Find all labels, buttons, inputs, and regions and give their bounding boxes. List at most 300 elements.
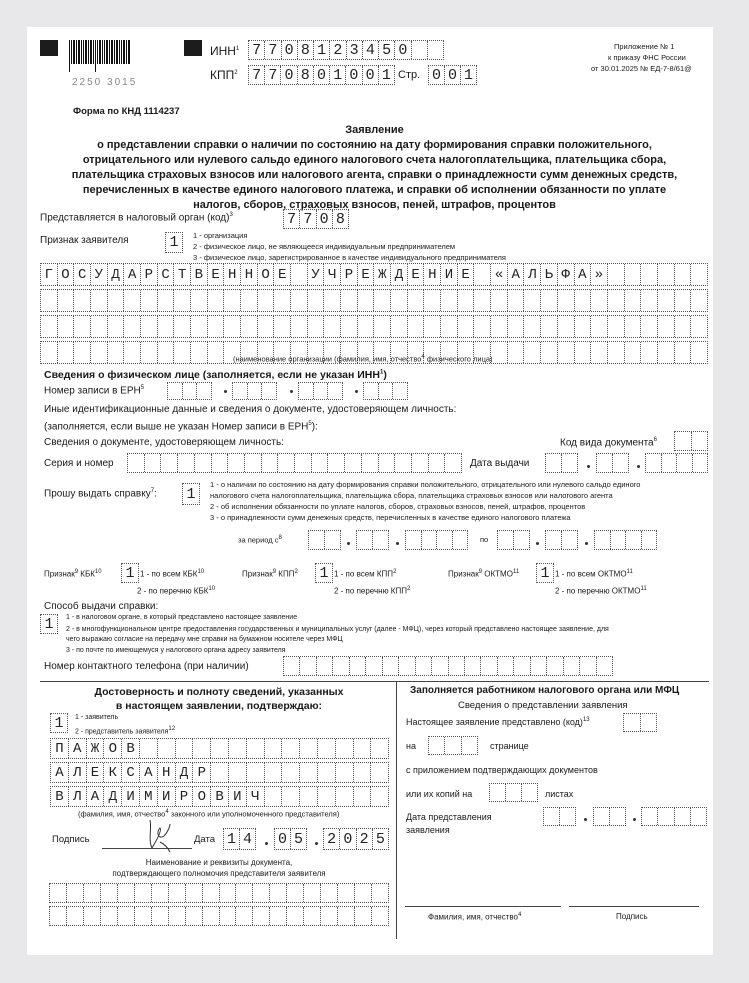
- char-cell[interactable]: [299, 657, 315, 675]
- inn-field[interactable]: [248, 40, 444, 60]
- char-cell[interactable]: [480, 657, 496, 675]
- char-cell[interactable]: [607, 290, 624, 311]
- char-cell[interactable]: [390, 290, 407, 311]
- char-cell[interactable]: [557, 290, 574, 311]
- char-cell[interactable]: 1: [125, 564, 135, 582]
- char-cell[interactable]: 8: [297, 41, 313, 59]
- char-cell[interactable]: С: [73, 264, 90, 285]
- char-cell[interactable]: А: [86, 787, 104, 806]
- char-cell[interactable]: [185, 884, 202, 902]
- char-cell[interactable]: Г: [44, 266, 54, 283]
- char-cell[interactable]: У: [90, 264, 107, 285]
- char-cell[interactable]: 1: [313, 41, 329, 59]
- char-cell[interactable]: [640, 342, 657, 363]
- char-cell[interactable]: [473, 264, 490, 285]
- char-cell[interactable]: [100, 884, 117, 902]
- char-cell[interactable]: [596, 657, 612, 675]
- char-cell[interactable]: [640, 264, 657, 285]
- period-to-day[interactable]: [497, 530, 530, 550]
- char-cell[interactable]: [269, 907, 286, 925]
- char-cell[interactable]: [290, 316, 307, 337]
- char-cell[interactable]: М: [139, 787, 157, 806]
- char-cell[interactable]: [57, 342, 74, 363]
- kpp-field[interactable]: [248, 65, 395, 85]
- char-cell[interactable]: [590, 290, 607, 311]
- sign-date-day[interactable]: [223, 828, 256, 850]
- request-type-field[interactable]: [182, 483, 200, 505]
- char-cell[interactable]: [190, 316, 207, 337]
- char-cell[interactable]: [690, 316, 707, 337]
- organization-name-row[interactable]: [40, 315, 708, 338]
- char-cell[interactable]: 0: [362, 66, 378, 84]
- char-cell[interactable]: [523, 342, 540, 363]
- char-cell[interactable]: [546, 657, 562, 675]
- char-cell[interactable]: [448, 657, 464, 675]
- char-cell[interactable]: [365, 657, 381, 675]
- char-cell[interactable]: Н: [423, 264, 440, 285]
- char-cell[interactable]: [540, 316, 557, 337]
- char-cell[interactable]: [134, 907, 151, 925]
- char-cell[interactable]: [303, 884, 320, 902]
- char-cell[interactable]: [228, 763, 246, 782]
- char-cell[interactable]: [335, 739, 353, 758]
- char-cell[interactable]: [354, 884, 371, 902]
- char-cell[interactable]: Л: [523, 264, 540, 285]
- char-cell[interactable]: [337, 884, 354, 902]
- char-cell[interactable]: И: [121, 787, 139, 806]
- char-cell[interactable]: [90, 342, 107, 363]
- char-cell[interactable]: 1: [186, 485, 196, 503]
- char-cell[interactable]: [173, 316, 190, 337]
- char-cell[interactable]: [353, 739, 371, 758]
- char-cell[interactable]: [624, 290, 641, 311]
- char-cell[interactable]: [286, 884, 303, 902]
- page-number-field[interactable]: [428, 65, 477, 85]
- char-cell[interactable]: [415, 657, 431, 675]
- ern-field-part-2[interactable]: [232, 382, 277, 400]
- char-cell[interactable]: А: [123, 264, 140, 285]
- char-cell[interactable]: В: [190, 264, 207, 285]
- char-cell[interactable]: Ч: [246, 787, 264, 806]
- doc-type-field[interactable]: [674, 431, 708, 451]
- char-cell[interactable]: [117, 884, 134, 902]
- char-cell[interactable]: И: [440, 264, 457, 285]
- char-cell[interactable]: [337, 907, 354, 925]
- char-cell[interactable]: [523, 290, 540, 311]
- char-cell[interactable]: [607, 342, 624, 363]
- char-cell[interactable]: Е: [207, 264, 224, 285]
- char-cell[interactable]: [299, 763, 317, 782]
- char-cell[interactable]: [382, 657, 398, 675]
- char-cell[interactable]: [354, 907, 371, 925]
- char-cell[interactable]: [690, 264, 707, 285]
- char-cell[interactable]: [607, 316, 624, 337]
- char-cell[interactable]: [50, 884, 66, 902]
- ern-field-part-4[interactable]: [363, 382, 408, 400]
- char-cell[interactable]: В: [55, 788, 64, 805]
- char-cell[interactable]: [190, 342, 207, 363]
- char-cell[interactable]: [674, 342, 691, 363]
- char-cell[interactable]: [370, 763, 388, 782]
- char-cell[interactable]: [674, 290, 691, 311]
- char-cell[interactable]: [57, 290, 74, 311]
- char-cell[interactable]: [574, 342, 591, 363]
- char-cell[interactable]: [207, 290, 224, 311]
- char-cell[interactable]: [307, 290, 324, 311]
- char-cell[interactable]: [323, 290, 340, 311]
- char-cell[interactable]: [497, 657, 513, 675]
- organization-name-row[interactable]: [40, 263, 708, 286]
- char-cell[interactable]: [624, 342, 641, 363]
- char-cell[interactable]: [317, 787, 335, 806]
- char-cell[interactable]: 0: [277, 830, 287, 848]
- char-cell[interactable]: 3: [346, 41, 362, 59]
- char-cell[interactable]: 5: [372, 829, 388, 849]
- char-cell[interactable]: [168, 884, 185, 902]
- char-cell[interactable]: Т: [173, 264, 190, 285]
- char-cell[interactable]: 7: [264, 41, 280, 59]
- char-cell[interactable]: [320, 907, 337, 925]
- char-cell[interactable]: 0: [345, 66, 361, 84]
- char-cell[interactable]: Ж: [373, 264, 390, 285]
- char-cell[interactable]: [335, 787, 353, 806]
- delivery-method-field[interactable]: [40, 614, 58, 634]
- authority-doc-field-row-1[interactable]: [49, 883, 389, 903]
- char-cell[interactable]: У: [307, 264, 324, 285]
- char-cell[interactable]: 8: [332, 210, 348, 228]
- char-cell[interactable]: Р: [140, 264, 157, 285]
- char-cell[interactable]: Ь: [540, 264, 557, 285]
- char-cell[interactable]: 0: [313, 66, 329, 84]
- char-cell[interactable]: [100, 907, 117, 925]
- char-cell[interactable]: 1: [54, 714, 64, 732]
- char-cell[interactable]: [219, 884, 236, 902]
- char-cell[interactable]: 0: [281, 41, 297, 59]
- period-to-year[interactable]: [594, 530, 657, 550]
- char-cell[interactable]: [640, 316, 657, 337]
- char-cell[interactable]: [323, 316, 340, 337]
- char-cell[interactable]: [473, 290, 490, 311]
- char-cell[interactable]: [423, 316, 440, 337]
- char-cell[interactable]: [303, 907, 320, 925]
- char-cell[interactable]: [370, 787, 388, 806]
- char-cell[interactable]: [157, 316, 174, 337]
- submission-date-year[interactable]: [641, 807, 707, 826]
- char-cell[interactable]: 2: [356, 829, 372, 849]
- char-cell[interactable]: [66, 884, 83, 902]
- surname-field[interactable]: [50, 738, 389, 759]
- char-cell[interactable]: [264, 763, 282, 782]
- char-cell[interactable]: [316, 657, 332, 675]
- ern-field-part-3[interactable]: [298, 382, 343, 400]
- confirm-role-field[interactable]: [50, 713, 68, 733]
- char-cell[interactable]: Л: [68, 787, 86, 806]
- submission-date-day[interactable]: [543, 807, 576, 826]
- sign-date-year[interactable]: [323, 828, 389, 850]
- char-cell[interactable]: [123, 342, 140, 363]
- char-cell[interactable]: [523, 316, 540, 337]
- char-cell[interactable]: Н: [240, 264, 257, 285]
- char-cell[interactable]: [513, 657, 529, 675]
- char-cell[interactable]: [173, 342, 190, 363]
- char-cell[interactable]: [192, 739, 210, 758]
- char-cell[interactable]: [139, 739, 157, 758]
- char-cell[interactable]: [41, 290, 57, 311]
- char-cell[interactable]: [423, 290, 440, 311]
- char-cell[interactable]: [540, 290, 557, 311]
- char-cell[interactable]: 2: [327, 830, 337, 848]
- char-cell[interactable]: [373, 316, 390, 337]
- char-cell[interactable]: [281, 739, 299, 758]
- char-cell[interactable]: [273, 290, 290, 311]
- char-cell[interactable]: Ф: [557, 264, 574, 285]
- char-cell[interactable]: [624, 316, 641, 337]
- char-cell[interactable]: А: [139, 763, 157, 782]
- char-cell[interactable]: [41, 316, 57, 337]
- char-cell[interactable]: 4: [239, 829, 255, 849]
- char-cell[interactable]: [252, 907, 269, 925]
- char-cell[interactable]: [107, 342, 124, 363]
- char-cell[interactable]: [210, 763, 228, 782]
- char-cell[interactable]: [73, 342, 90, 363]
- char-cell[interactable]: К: [103, 763, 121, 782]
- char-cell[interactable]: [457, 290, 474, 311]
- char-cell[interactable]: 0: [431, 66, 441, 84]
- char-cell[interactable]: [273, 316, 290, 337]
- char-cell[interactable]: [563, 657, 579, 675]
- char-cell[interactable]: [373, 290, 390, 311]
- char-cell[interactable]: «: [490, 264, 507, 285]
- char-cell[interactable]: [340, 316, 357, 337]
- char-cell[interactable]: 1: [378, 66, 394, 84]
- char-cell[interactable]: [657, 316, 674, 337]
- char-cell[interactable]: [235, 907, 252, 925]
- char-cell[interactable]: 0: [394, 41, 410, 59]
- char-cell[interactable]: [507, 342, 524, 363]
- char-cell[interactable]: [281, 787, 299, 806]
- char-cell[interactable]: [370, 739, 388, 758]
- char-cell[interactable]: [151, 907, 168, 925]
- char-cell[interactable]: [440, 316, 457, 337]
- char-cell[interactable]: [240, 290, 257, 311]
- applicant-sign-field[interactable]: [165, 232, 183, 253]
- char-cell[interactable]: [353, 787, 371, 806]
- char-cell[interactable]: [440, 290, 457, 311]
- char-cell[interactable]: Р: [175, 787, 193, 806]
- char-cell[interactable]: [690, 290, 707, 311]
- submitted-code-field[interactable]: [623, 713, 657, 732]
- char-cell[interactable]: Н: [223, 264, 240, 285]
- char-cell[interactable]: [390, 316, 407, 337]
- char-cell[interactable]: [320, 884, 337, 902]
- char-cell[interactable]: [107, 316, 124, 337]
- issue-date-day[interactable]: [545, 453, 578, 473]
- oktmo-sign-field[interactable]: [536, 563, 554, 583]
- char-cell[interactable]: 5: [378, 41, 394, 59]
- char-cell[interactable]: [175, 739, 193, 758]
- organization-name-row[interactable]: [40, 289, 708, 312]
- sheets-field[interactable]: [489, 783, 538, 802]
- char-cell[interactable]: А: [68, 739, 86, 758]
- char-cell[interactable]: [674, 316, 691, 337]
- ern-field-part-1[interactable]: [167, 382, 212, 400]
- char-cell[interactable]: [210, 739, 228, 758]
- char-cell[interactable]: [349, 657, 365, 675]
- char-cell[interactable]: [473, 316, 490, 337]
- period-to-month[interactable]: [545, 530, 578, 550]
- char-cell[interactable]: »: [590, 264, 607, 285]
- char-cell[interactable]: [246, 739, 264, 758]
- char-cell[interactable]: [530, 657, 546, 675]
- char-cell[interactable]: [490, 316, 507, 337]
- char-cell[interactable]: Е: [407, 264, 424, 285]
- pages-field[interactable]: [428, 736, 478, 755]
- char-cell[interactable]: Ч: [323, 264, 340, 285]
- char-cell[interactable]: [624, 264, 641, 285]
- char-cell[interactable]: [83, 907, 100, 925]
- char-cell[interactable]: [83, 884, 100, 902]
- char-cell[interactable]: [299, 787, 317, 806]
- char-cell[interactable]: [579, 657, 595, 675]
- char-cell[interactable]: [317, 739, 335, 758]
- char-cell[interactable]: [240, 316, 257, 337]
- char-cell[interactable]: Е: [86, 763, 104, 782]
- char-cell[interactable]: Р: [340, 264, 357, 285]
- char-cell[interactable]: [557, 316, 574, 337]
- char-cell[interactable]: [286, 907, 303, 925]
- char-cell[interactable]: [223, 290, 240, 311]
- char-cell[interactable]: [507, 290, 524, 311]
- char-cell[interactable]: 7: [252, 66, 262, 84]
- char-cell[interactable]: 2: [329, 41, 345, 59]
- char-cell[interactable]: П: [55, 740, 64, 757]
- authority-doc-field-row-2[interactable]: [49, 906, 389, 926]
- char-cell[interactable]: А: [574, 264, 591, 285]
- char-cell[interactable]: [252, 884, 269, 902]
- char-cell[interactable]: 8: [297, 66, 313, 84]
- char-cell[interactable]: [50, 907, 66, 925]
- char-cell[interactable]: [674, 264, 691, 285]
- char-cell[interactable]: В: [210, 787, 228, 806]
- char-cell[interactable]: О: [57, 264, 74, 285]
- char-cell[interactable]: [73, 290, 90, 311]
- char-cell[interactable]: [73, 316, 90, 337]
- char-cell[interactable]: [657, 342, 674, 363]
- char-cell[interactable]: [657, 264, 674, 285]
- phone-field[interactable]: [283, 656, 613, 676]
- char-cell[interactable]: [411, 41, 427, 59]
- char-cell[interactable]: [257, 290, 274, 311]
- char-cell[interactable]: 0: [280, 66, 296, 84]
- char-cell[interactable]: 0: [339, 829, 355, 849]
- char-cell[interactable]: 0: [316, 210, 332, 228]
- char-cell[interactable]: [284, 657, 299, 675]
- char-cell[interactable]: [290, 290, 307, 311]
- char-cell[interactable]: [157, 342, 174, 363]
- char-cell[interactable]: [207, 342, 224, 363]
- char-cell[interactable]: [228, 739, 246, 758]
- char-cell[interactable]: 7: [299, 210, 315, 228]
- char-cell[interactable]: О: [192, 787, 210, 806]
- char-cell[interactable]: 1: [540, 564, 550, 582]
- char-cell[interactable]: [90, 290, 107, 311]
- char-cell[interactable]: И: [157, 787, 175, 806]
- period-from-day[interactable]: [308, 530, 341, 550]
- char-cell[interactable]: Д: [107, 264, 124, 285]
- patronymic-field[interactable]: [50, 786, 389, 807]
- char-cell[interactable]: [332, 657, 348, 675]
- submission-date-month[interactable]: [593, 807, 626, 826]
- char-cell[interactable]: [590, 316, 607, 337]
- char-cell[interactable]: [151, 884, 168, 902]
- char-cell[interactable]: [353, 763, 371, 782]
- char-cell[interactable]: Ж: [86, 739, 104, 758]
- char-cell[interactable]: [299, 739, 317, 758]
- char-cell[interactable]: С: [121, 763, 139, 782]
- char-cell[interactable]: 1: [226, 830, 236, 848]
- char-cell[interactable]: [223, 316, 240, 337]
- char-cell[interactable]: [607, 264, 624, 285]
- char-cell[interactable]: [207, 316, 224, 337]
- char-cell[interactable]: [117, 907, 134, 925]
- char-cell[interactable]: [219, 907, 236, 925]
- char-cell[interactable]: 1: [319, 564, 329, 582]
- char-cell[interactable]: 1: [169, 234, 179, 251]
- char-cell[interactable]: [134, 884, 151, 902]
- char-cell[interactable]: [264, 787, 282, 806]
- char-cell[interactable]: [540, 342, 557, 363]
- period-from-year[interactable]: [405, 530, 468, 550]
- char-cell[interactable]: [371, 907, 388, 925]
- char-cell[interactable]: [140, 342, 157, 363]
- char-cell[interactable]: [107, 290, 124, 311]
- char-cell[interactable]: [357, 290, 374, 311]
- char-cell[interactable]: Д: [175, 763, 193, 782]
- char-cell[interactable]: 7: [264, 66, 280, 84]
- char-cell[interactable]: [557, 342, 574, 363]
- char-cell[interactable]: 0: [444, 66, 460, 84]
- char-cell[interactable]: [57, 316, 74, 337]
- char-cell[interactable]: И: [228, 787, 246, 806]
- char-cell[interactable]: [157, 739, 175, 758]
- char-cell[interactable]: [41, 342, 57, 363]
- char-cell[interactable]: [168, 907, 185, 925]
- char-cell[interactable]: [690, 342, 707, 363]
- char-cell[interactable]: [427, 41, 443, 59]
- char-cell[interactable]: [235, 884, 252, 902]
- char-cell[interactable]: [66, 907, 83, 925]
- issue-date-year[interactable]: [645, 453, 708, 473]
- char-cell[interactable]: Е: [357, 264, 374, 285]
- issue-date-month[interactable]: [596, 453, 629, 473]
- char-cell[interactable]: [657, 290, 674, 311]
- char-cell[interactable]: [457, 316, 474, 337]
- char-cell[interactable]: 1: [44, 615, 54, 633]
- char-cell[interactable]: [269, 884, 286, 902]
- char-cell[interactable]: [307, 316, 324, 337]
- char-cell[interactable]: [90, 316, 107, 337]
- char-cell[interactable]: [317, 763, 335, 782]
- char-cell[interactable]: [398, 657, 414, 675]
- char-cell[interactable]: О: [103, 739, 121, 758]
- char-cell[interactable]: 1: [460, 66, 476, 84]
- char-cell[interactable]: [407, 316, 424, 337]
- char-cell[interactable]: [574, 316, 591, 337]
- char-cell[interactable]: [202, 907, 219, 925]
- char-cell[interactable]: А: [55, 764, 64, 781]
- char-cell[interactable]: [290, 264, 307, 285]
- char-cell[interactable]: [157, 290, 174, 311]
